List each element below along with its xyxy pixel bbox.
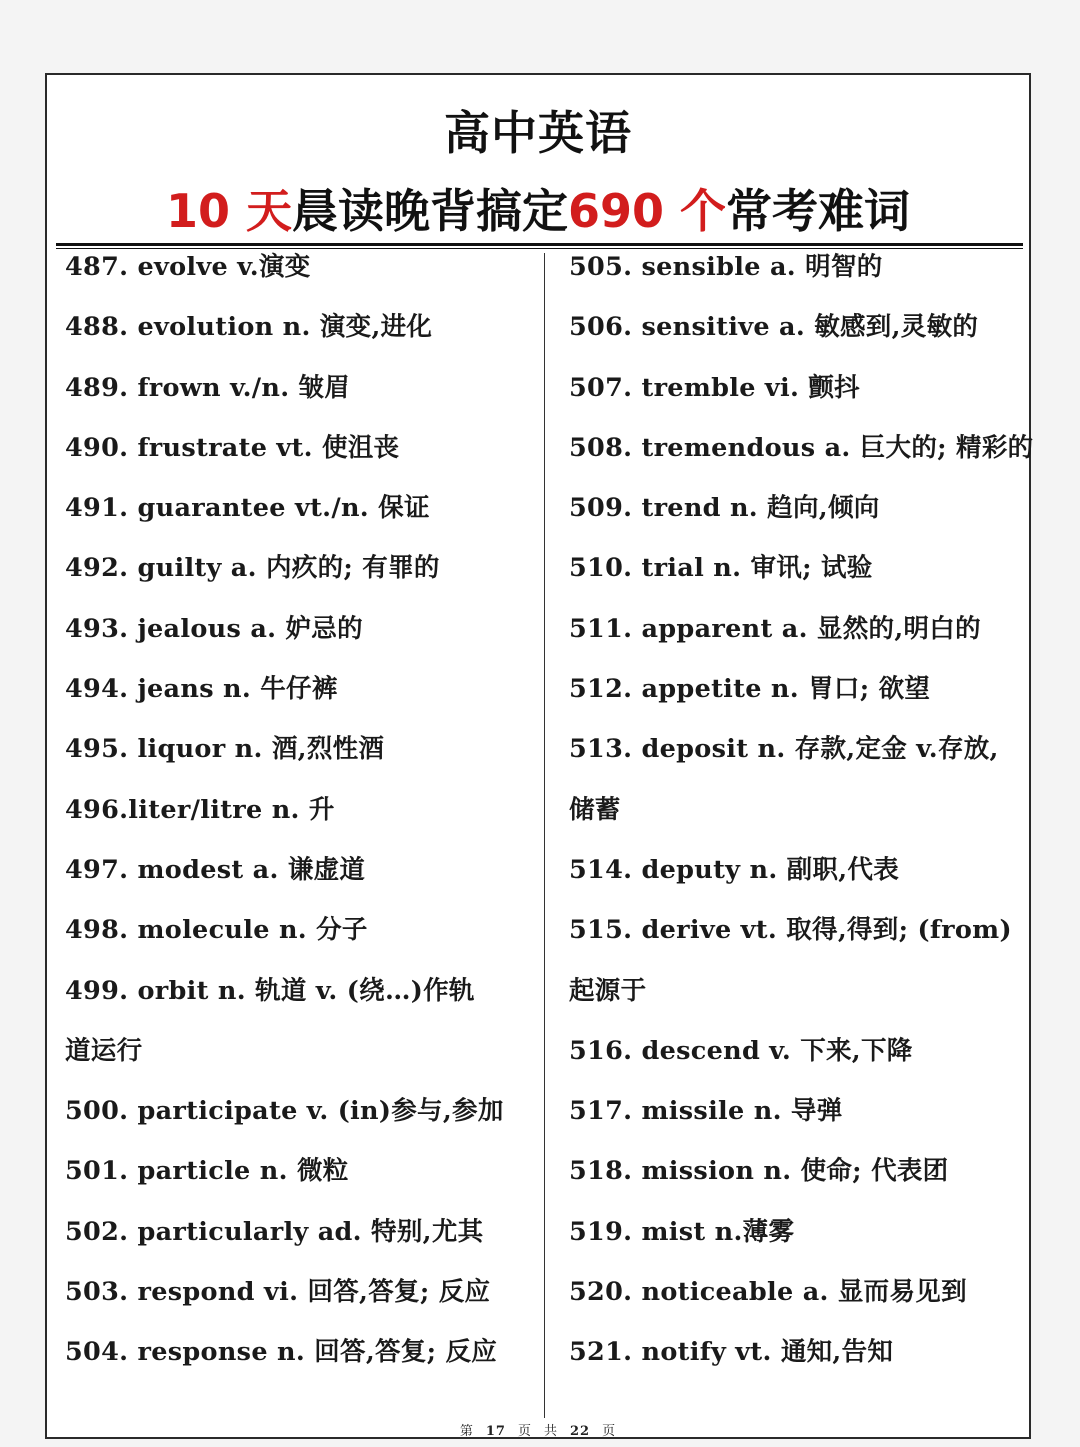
vocab-entry: 储蓄	[569, 794, 621, 825]
vocab-entry: 510. trial n. 审讯; 试验	[569, 553, 873, 584]
vocab-entry: 498. molecule n. 分子	[65, 915, 368, 946]
vocab-entry: 496.liter/litre n. 升	[65, 794, 335, 825]
subtitle-days: 10 天	[165, 184, 292, 238]
footer-label-page-unit: 页	[517, 1424, 532, 1439]
vocab-entry: 491. guarantee vt./n. 保证	[65, 493, 430, 524]
vocab-entry: 494. jeans n. 牛仔裤	[65, 674, 338, 705]
vocab-entry: 509. trend n. 趋向,倾向	[569, 493, 880, 524]
vocab-entry: 507. tremble vi. 颤抖	[569, 372, 860, 403]
vocab-entry: 516. descend v. 下来,下降	[569, 1035, 913, 1066]
footer-current-page: 17	[485, 1424, 506, 1439]
vocab-entry: 501. particle n. 微粒	[65, 1156, 349, 1187]
vocab-entry: 488. evolution n. 演变,进化	[65, 312, 433, 343]
vocab-entry: 487. evolve v.演变	[65, 252, 311, 282]
vocab-entry: 519. mist n.薄雾	[569, 1216, 795, 1247]
vocab-column-left	[65, 237, 535, 1383]
vocab-entry: 520. noticeable a. 显而易见到	[569, 1277, 967, 1308]
vocab-entry: 506. sensitive a. 敏感到,灵敏的	[569, 312, 979, 343]
footer-label-total-unit: 页	[602, 1424, 617, 1439]
vocab-entry: 道运行	[65, 1035, 143, 1066]
subtitle-count: 690 个	[567, 184, 727, 238]
vocab-entry: 500. participate v. (in)参与,参加	[65, 1096, 504, 1127]
vocab-entry: 499. orbit n. 轨道 v. (绕…)作轨	[65, 975, 475, 1006]
vocab-entry: 497. modest a. 谦虚道	[65, 854, 366, 885]
vocab-entry: 起源于	[569, 975, 647, 1006]
vocab-entry: 489. frown v./n. 皱眉	[65, 372, 351, 403]
page-subtitle	[47, 175, 1029, 241]
vocab-entry: 490. frustrate vt. 使沮丧	[65, 432, 400, 463]
footer-label-page: 第	[459, 1424, 474, 1439]
vocab-entry: 517. missile n. 导弹	[569, 1096, 843, 1127]
subtitle-words: 常考难词	[726, 184, 911, 238]
vocab-entry: 495. liquor n. 酒,烈性酒	[65, 734, 385, 765]
vocab-entry: 505. sensible a. 明智的	[569, 252, 883, 282]
vocab-entry: 502. particularly ad. 特别,尤其	[65, 1216, 484, 1247]
vocab-entry: 521. notify vt. 通知,告知	[569, 1337, 894, 1368]
vocab-entry: 492. guilty a. 内疚的; 有罪的	[65, 553, 440, 584]
vocab-entry: 514. deputy n. 副职,代表	[569, 854, 900, 885]
subtitle-phrase: 晨读晚背搞定	[291, 184, 568, 238]
vocab-entry: 512. appetite n. 胃口; 欲望	[569, 674, 931, 705]
vocab-entry: 518. mission n. 使命; 代表团	[569, 1156, 949, 1187]
vocab-entry: 504. response n. 回答,答复; 反应	[65, 1337, 498, 1368]
footer-total-pages: 22	[570, 1424, 591, 1439]
vocab-column-right	[569, 237, 1034, 1383]
page-header	[47, 75, 1029, 243]
vocab-entry: 503. respond vi. 回答,答复; 反应	[65, 1277, 491, 1308]
vocab-entry: 493. jealous a. 妒忌的	[65, 613, 363, 644]
page-title: 高中英语	[444, 106, 632, 160]
vocab-entry: 513. deposit n. 存款,定金 v.存放,	[569, 734, 999, 765]
vocab-entry: 511. apparent a. 显然的,明白的	[569, 613, 981, 644]
vocab-entry: 508. tremendous a. 巨大的; 精彩的	[569, 432, 1034, 463]
document-page	[45, 73, 1034, 1439]
column-divider	[544, 253, 545, 1418]
vocab-entry: 515. derive vt. 取得,得到; (from)	[569, 915, 1012, 946]
footer-label-total: 共	[544, 1424, 559, 1439]
page-footer	[47, 1420, 1029, 1439]
